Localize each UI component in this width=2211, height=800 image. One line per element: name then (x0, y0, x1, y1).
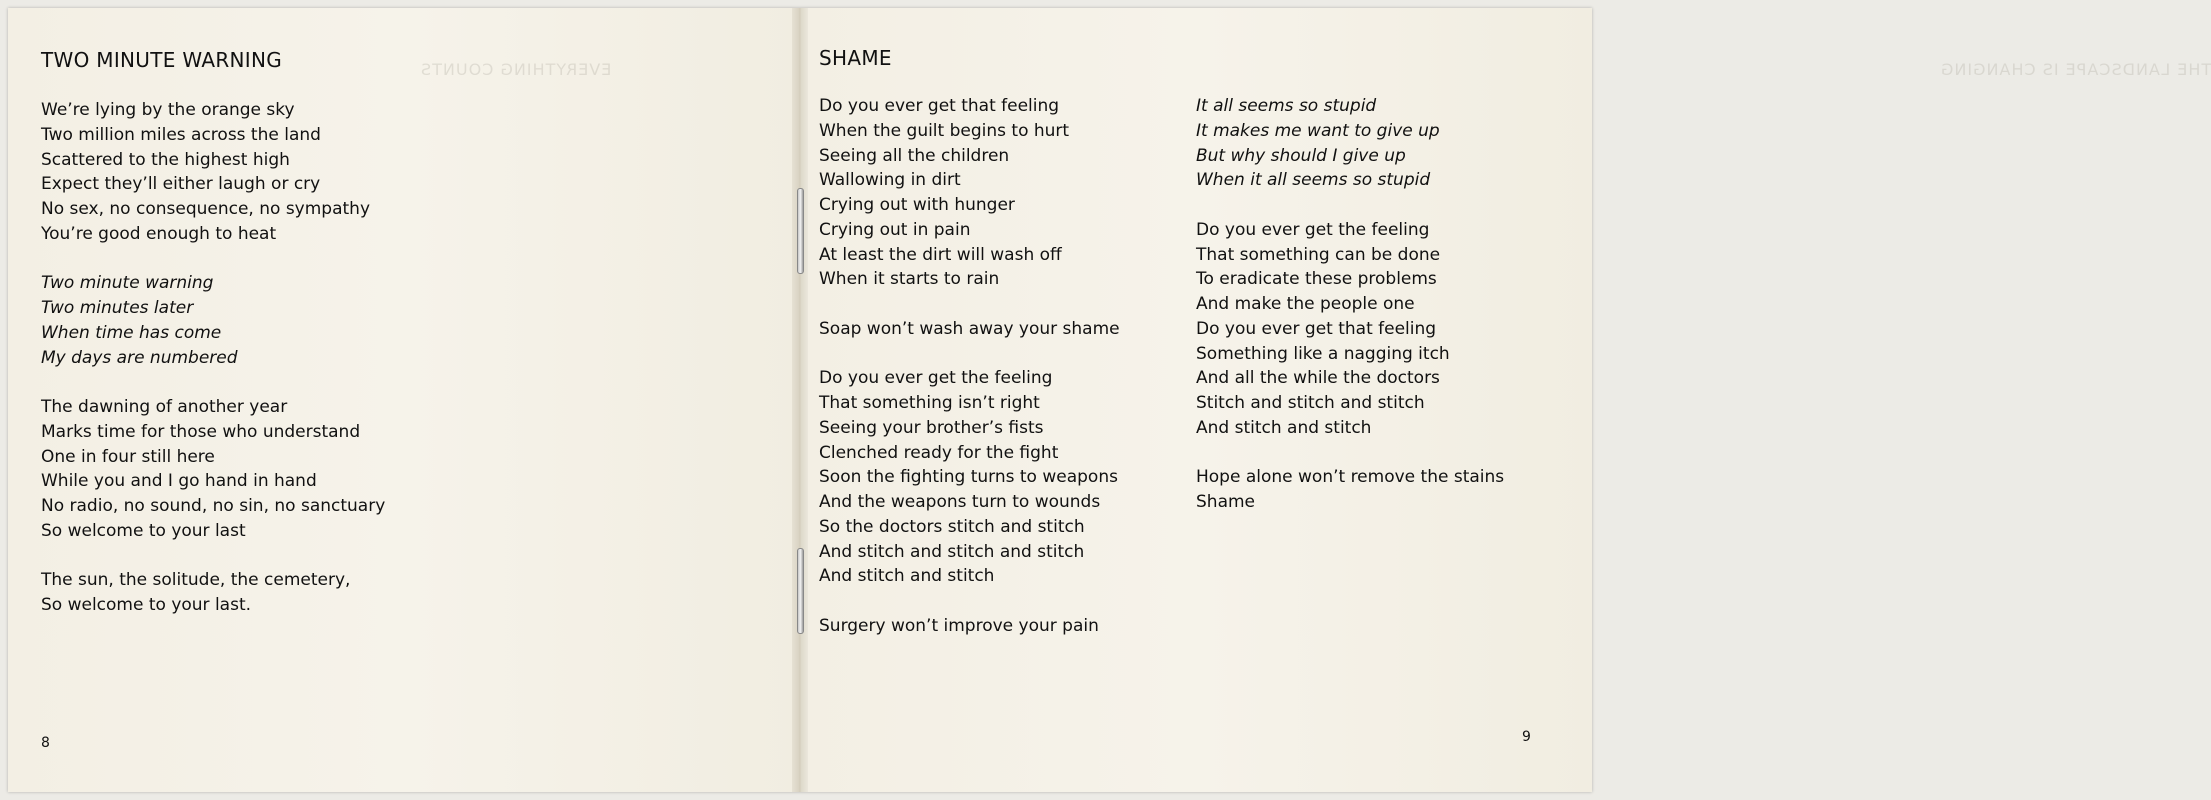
lyric-line: The sun, the solitude, the cemetery, (41, 570, 351, 591)
lyric-line: When the guilt begins to hurt (819, 120, 1070, 141)
lyric-line: Do you ever get that feeling (819, 96, 1060, 116)
lyrics-two-minute-warning (41, 98, 385, 618)
lyric-line: And stitch and stitch (1196, 417, 1372, 438)
show-through-text-left (420, 58, 611, 102)
stanza-gap (819, 292, 1120, 317)
lyric-line: Clenched ready for the fight (819, 442, 1059, 463)
lyric-line: When time has come (41, 322, 222, 343)
lyric-line: So welcome to your last. (41, 595, 252, 615)
left-page (8, 8, 800, 792)
stanza-gap (819, 342, 1120, 367)
staple-bottom (797, 548, 804, 634)
lyric-line: Do you ever get that feeling (1196, 318, 1437, 339)
lyric-line: When it starts to rain (819, 269, 1000, 290)
lyric-line: To eradicate these problems (1196, 269, 1437, 290)
lyric-line: Soap won’t wash away your shame (819, 318, 1120, 339)
lyric-line: Do you ever get the feeling (1196, 219, 1430, 240)
stanza-gap (41, 247, 385, 272)
right-page (800, 8, 2211, 792)
lyric-line: My days are numbered (41, 347, 238, 368)
page-number-right: 9 (1522, 729, 1531, 745)
lyric-line: No sex, no consequence, no sympathy (41, 199, 371, 219)
lyric-line: That something isn’t right (819, 393, 1040, 413)
lyric-line: When it all seems so stupid (1196, 170, 1431, 191)
lyric-line: Surgery won’t improve your pain (819, 615, 1099, 636)
lyric-line: We’re lying by the orange sky (41, 100, 295, 120)
show-through-title-left: EVERYTHING COUNTS (420, 60, 612, 79)
lyric-line: Expect they’ll either laugh or cry (41, 174, 321, 195)
lyric-line: It all seems so stupid (1196, 96, 1377, 116)
lyric-line: No radio, no sound, no sin, no sanctuary (41, 496, 386, 516)
show-through-title-right: THE LANDSCAPE IS CHANGING (1940, 60, 2211, 79)
lyric-line: So the doctors stitch and stitch (819, 516, 1085, 537)
lyric-line: Two minutes later (41, 298, 194, 318)
lyric-line: Seeing all the children (819, 145, 1010, 166)
booklet-spine (792, 8, 808, 792)
lyric-line: Seeing your brother’s fists (819, 417, 1044, 438)
lyric-line: Stitch and stitch and stitch (1196, 393, 1425, 413)
stanza-gap (41, 544, 385, 569)
lyric-line: Shame (1196, 492, 1256, 512)
lyric-booklet (8, 8, 2211, 792)
lyric-line: And the weapons turn to wounds (819, 492, 1101, 512)
lyric-line: That something can be done (1196, 244, 1441, 265)
lyric-line: Scattered to the highest high (41, 149, 290, 170)
lyric-line: Hope alone won’t remove the stains (1196, 467, 1505, 488)
lyric-line: One in four still here (41, 446, 215, 467)
stanza-gap (1196, 441, 1504, 466)
lyric-line: At least the dirt will wash off (819, 244, 1062, 265)
lyric-line: But why should I give up (1196, 145, 1406, 166)
lyrics-shame-column-1 (819, 94, 1120, 639)
lyric-line: Two million miles across the land (41, 124, 321, 145)
lyric-line: Crying out with hunger (819, 195, 1015, 215)
stanza-gap (41, 370, 385, 395)
lyric-line: It makes me want to give up (1196, 120, 1440, 141)
page-number-left: 8 (41, 735, 50, 751)
lyric-line: Soon the fighting turns to weapons (819, 467, 1118, 488)
lyric-line: And stitch and stitch (819, 566, 995, 587)
lyric-line: You’re good enough to heat (41, 223, 277, 244)
song-title-shame: SHAME (819, 46, 892, 70)
stanza-gap (819, 589, 1120, 614)
lyric-line: And make the people one (1196, 294, 1415, 314)
lyrics-shame-column-2 (1196, 94, 1504, 515)
lyric-line: And all the while the doctors (1196, 368, 1440, 389)
lyric-line: The dawning of another year (41, 397, 288, 417)
lyric-line: Crying out in pain (819, 219, 971, 240)
lyric-line: So welcome to your last (41, 520, 246, 541)
lyric-line: While you and I go hand in hand (41, 471, 317, 492)
song-title-two-minute-warning: TWO MINUTE WARNING (41, 48, 283, 72)
lyric-line: Wallowing in dirt (819, 170, 961, 191)
lyric-line: Two minute warning (41, 273, 214, 294)
staple-top (797, 188, 804, 274)
stanza-gap (1196, 193, 1504, 218)
lyric-line: Marks time for those who understand (41, 421, 361, 442)
lyric-line: Something like a nagging itch (1196, 343, 1450, 364)
show-through-text-right (1940, 58, 2211, 102)
lyric-line: Do you ever get the feeling (819, 368, 1053, 389)
lyric-line: And stitch and stitch and stitch (819, 541, 1085, 562)
